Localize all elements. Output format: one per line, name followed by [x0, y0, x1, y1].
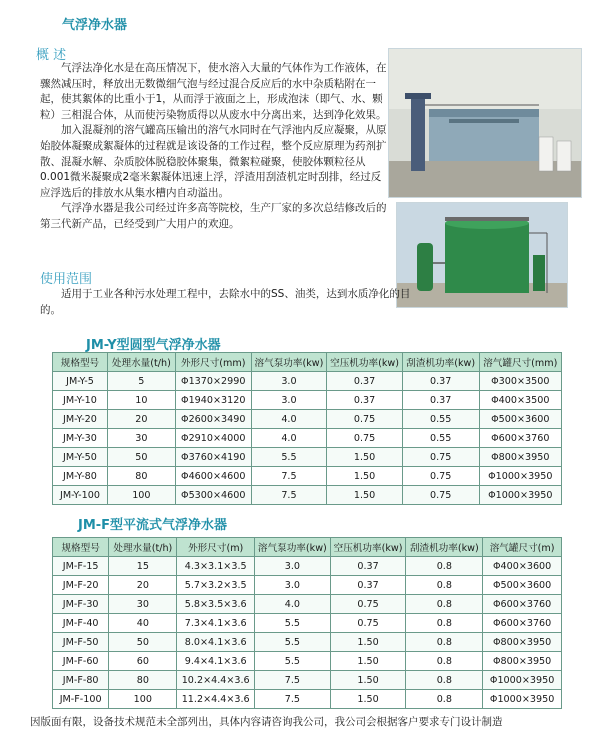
table-cell: 1.50: [327, 467, 403, 486]
overview-text-top: [40, 61, 388, 233]
table-cell: 4.3×3.1×3.5: [177, 557, 255, 576]
table-cell: 0.55: [402, 429, 479, 448]
table-cell: JM-Y-20: [53, 410, 108, 429]
table-cell: Φ4600×4600: [175, 467, 251, 486]
table-cell: 7.5: [255, 671, 331, 690]
table-cell: 7.5: [255, 690, 331, 709]
table-cell: 0.75: [402, 467, 479, 486]
table-cell: Φ500×3600: [483, 576, 562, 595]
table-cell: 8.0×4.1×3.6: [177, 633, 255, 652]
table-cell: 0.37: [402, 372, 479, 391]
table-cell: 1.50: [330, 671, 406, 690]
table-row: [53, 429, 562, 448]
table-y-header-cell: 外形尺寸(mm): [175, 353, 251, 372]
table-cell: Φ800×3950: [483, 633, 562, 652]
table-cell: Φ600×3760: [479, 429, 561, 448]
table-cell: 15: [109, 557, 177, 576]
table-cell: Φ600×3760: [483, 595, 562, 614]
table-cell: 0.8: [406, 614, 483, 633]
table-cell: 3.0: [255, 557, 331, 576]
table-cell: 7.3×4.1×3.6: [177, 614, 255, 633]
table-cell: Φ1000×3950: [483, 690, 562, 709]
table-cell: 5: [107, 372, 175, 391]
table-row: [53, 633, 562, 652]
table-cell: 0.37: [327, 391, 403, 410]
table-cell: 0.55: [402, 410, 479, 429]
table-cell: 10: [107, 391, 175, 410]
table-f-header-cell: 空压机功率(kw): [330, 538, 406, 557]
table-cell: Φ2910×4000: [175, 429, 251, 448]
table-cell: Φ800×3950: [479, 448, 561, 467]
table-cell: 100: [107, 486, 175, 505]
overview-heading: 概 述: [36, 48, 67, 63]
table-cell: 9.4×4.1×3.6: [177, 652, 255, 671]
table-cell: 0.75: [327, 410, 403, 429]
table-cell: JM-F-100: [53, 690, 109, 709]
equipment-photo-outdoor: [396, 202, 568, 308]
table-y: [52, 352, 562, 505]
usage-heading: 使用范围: [40, 272, 93, 287]
table-row: [53, 652, 562, 671]
table-cell: JM-F-60: [53, 652, 109, 671]
table-cell: 0.37: [330, 576, 406, 595]
table-row: [53, 448, 562, 467]
table-cell: 1.50: [327, 486, 403, 505]
table-cell: 3.0: [255, 576, 331, 595]
table-y-header-cell: 处理水量(t/h): [107, 353, 175, 372]
table-f-header-row: [53, 538, 562, 557]
table-cell: Φ1000×3950: [479, 486, 561, 505]
table-cell: 60: [109, 652, 177, 671]
table-y-header-cell: 规格型号: [53, 353, 108, 372]
table-cell: 0.37: [327, 372, 403, 391]
table-cell: 50: [109, 633, 177, 652]
table-f-title: JM-F型平流式气浮净水器: [78, 518, 228, 533]
table-y-header-cell: 溶气泵功率(kw): [251, 353, 327, 372]
table-cell: 4.0: [251, 410, 327, 429]
table-cell: 20: [107, 410, 175, 429]
table-f-header-cell: 溶气罐尺寸(m): [483, 538, 562, 557]
table-y-header-cell: 溶气罐尺寸(mm): [479, 353, 561, 372]
table-row: [53, 486, 562, 505]
table-row: [53, 557, 562, 576]
table-cell: 30: [109, 595, 177, 614]
table-row: [53, 614, 562, 633]
overview-paragraph-1: 气浮法净化水是在高压情况下，使水溶入大量的气体作为工作液体，在骤然减压时，释放出无数微细气泡与经过混合反应后的水中杂质粘附在一起，使其絮体的比重小于1，从而浮于液面之上，形成泡沫（即气、水、颗粒）三相混合体，从而使污染物质得以从废水中分离出来，达到净化效果。: [40, 62, 387, 121]
table-cell: 30: [107, 429, 175, 448]
table-row: [53, 372, 562, 391]
table-cell: 0.8: [406, 690, 483, 709]
table-cell: Φ3760×4190: [175, 448, 251, 467]
table-cell: 5.8×3.5×3.6: [177, 595, 255, 614]
table-cell: 1.50: [330, 690, 406, 709]
table-cell: JM-Y-100: [53, 486, 108, 505]
table-cell: Φ600×3760: [483, 614, 562, 633]
table-cell: Φ1000×3950: [483, 671, 562, 690]
table-cell: 10.2×4.4×3.6: [177, 671, 255, 690]
table-cell: 0.75: [402, 448, 479, 467]
table-f: [52, 537, 562, 709]
table-row: [53, 595, 562, 614]
table-cell: 5.5: [251, 448, 327, 467]
table-cell: JM-Y-80: [53, 467, 108, 486]
table-row: [53, 391, 562, 410]
table-cell: JM-Y-50: [53, 448, 108, 467]
table-cell: 0.8: [406, 671, 483, 690]
table-row: [53, 671, 562, 690]
table-cell: 1.50: [327, 448, 403, 467]
table-y-title: JM-Y型圆型气浮净水器: [86, 338, 221, 353]
footer-note: 因版面有限，设备技术规范未全部列出，具体内容请咨询我公司，我公司会根据客户要求专门设计制造: [30, 716, 503, 728]
table-cell: Φ1940×3120: [175, 391, 251, 410]
table-cell: JM-F-50: [53, 633, 109, 652]
table-cell: 0.8: [406, 576, 483, 595]
table-cell: 0.8: [406, 633, 483, 652]
table-cell: Φ300×3500: [479, 372, 561, 391]
table-cell: 7.5: [251, 486, 327, 505]
table-cell: Φ800×3950: [483, 652, 562, 671]
page-title: 气浮净水器: [62, 18, 128, 33]
table-cell: 5.5: [255, 614, 331, 633]
table-cell: JM-F-15: [53, 557, 109, 576]
table-cell: 3.0: [251, 372, 327, 391]
table-cell: Φ1000×3950: [479, 467, 561, 486]
table-cell: Φ1370×2990: [175, 372, 251, 391]
table-cell: JM-F-30: [53, 595, 109, 614]
table-row: [53, 410, 562, 429]
table-cell: 40: [109, 614, 177, 633]
table-cell: 0.8: [406, 557, 483, 576]
table-f-header-cell: 外形尺寸(m): [177, 538, 255, 557]
table-cell: 80: [107, 467, 175, 486]
table-cell: Φ400×3600: [483, 557, 562, 576]
table-cell: Φ400×3500: [479, 391, 561, 410]
table-cell: 5.7×3.2×3.5: [177, 576, 255, 595]
table-cell: 80: [109, 671, 177, 690]
table-cell: Φ2600×3490: [175, 410, 251, 429]
usage-paragraph: 适用于工业各种污水处理工程中，去除水中的SS、油类，达到水质净化的目的。: [40, 288, 411, 316]
table-cell: 4.0: [255, 595, 331, 614]
table-f-header-cell: 溶气泵功率(kw): [255, 538, 331, 557]
table-cell: 0.37: [330, 557, 406, 576]
table-row: [53, 467, 562, 486]
table-cell: JM-Y-10: [53, 391, 108, 410]
table-cell: 1.50: [330, 633, 406, 652]
table-row: [53, 690, 562, 709]
table-cell: 0.75: [330, 614, 406, 633]
overview-paragraph-2: 加入混凝剂的溶气罐高压输出的溶气水同时在气浮池内反应凝聚，从原始胶体凝聚成絮凝体的过程就是该设备的工作过程，整个反应原理为药剂扩散、混凝水解、杂质胶体脱稳胶体聚集，微絮粒碰聚，使胶体颗粒径从0.001微米凝聚成2毫米絮凝体迅速上浮，浮渣用刮渣机定时刮排，经过反应浮选后的排放水从集水槽内自动溢出。: [40, 124, 387, 199]
table-cell: 0.8: [406, 652, 483, 671]
table-cell: 100: [109, 690, 177, 709]
table-cell: JM-F-40: [53, 614, 109, 633]
table-cell: 7.5: [251, 467, 327, 486]
table-cell: JM-F-20: [53, 576, 109, 595]
table-y-header-row: [53, 353, 562, 372]
table-f-header-cell: 处理水量(t/h): [109, 538, 177, 557]
table-f-header-cell: 刮渣机功率(kw): [406, 538, 483, 557]
table-cell: 0.75: [402, 486, 479, 505]
table-cell: 1.50: [330, 652, 406, 671]
table-cell: 20: [109, 576, 177, 595]
table-y-header-cell: 空压机功率(kw): [327, 353, 403, 372]
table-cell: 3.0: [251, 391, 327, 410]
table-cell: 11.2×4.4×3.6: [177, 690, 255, 709]
table-cell: Φ500×3600: [479, 410, 561, 429]
indoor-plant-illustration: [389, 49, 581, 197]
table-cell: 0.75: [330, 595, 406, 614]
table-cell: JM-Y-5: [53, 372, 108, 391]
table-cell: Φ5300×4600: [175, 486, 251, 505]
equipment-photo-indoor: [388, 48, 582, 198]
outdoor-tank-illustration: [397, 203, 567, 307]
table-cell: 0.8: [406, 595, 483, 614]
table-f-header-cell: 规格型号: [53, 538, 109, 557]
usage-text: [40, 287, 420, 318]
table-cell: 4.0: [251, 429, 327, 448]
table-y-header-cell: 刮渣机功率(kw): [402, 353, 479, 372]
table-cell: 5.5: [255, 652, 331, 671]
overview-paragraph-3: 气浮净水器是我公司经过许多高等院校，生产厂家的多次总结修改后的第三代新产品，已经受到广大用户的欢迎。: [40, 202, 387, 230]
table-cell: 0.75: [327, 429, 403, 448]
table-cell: JM-F-80: [53, 671, 109, 690]
table-cell: 50: [107, 448, 175, 467]
table-cell: 5.5: [255, 633, 331, 652]
table-cell: JM-Y-30: [53, 429, 108, 448]
table-row: [53, 576, 562, 595]
table-cell: 0.37: [402, 391, 479, 410]
